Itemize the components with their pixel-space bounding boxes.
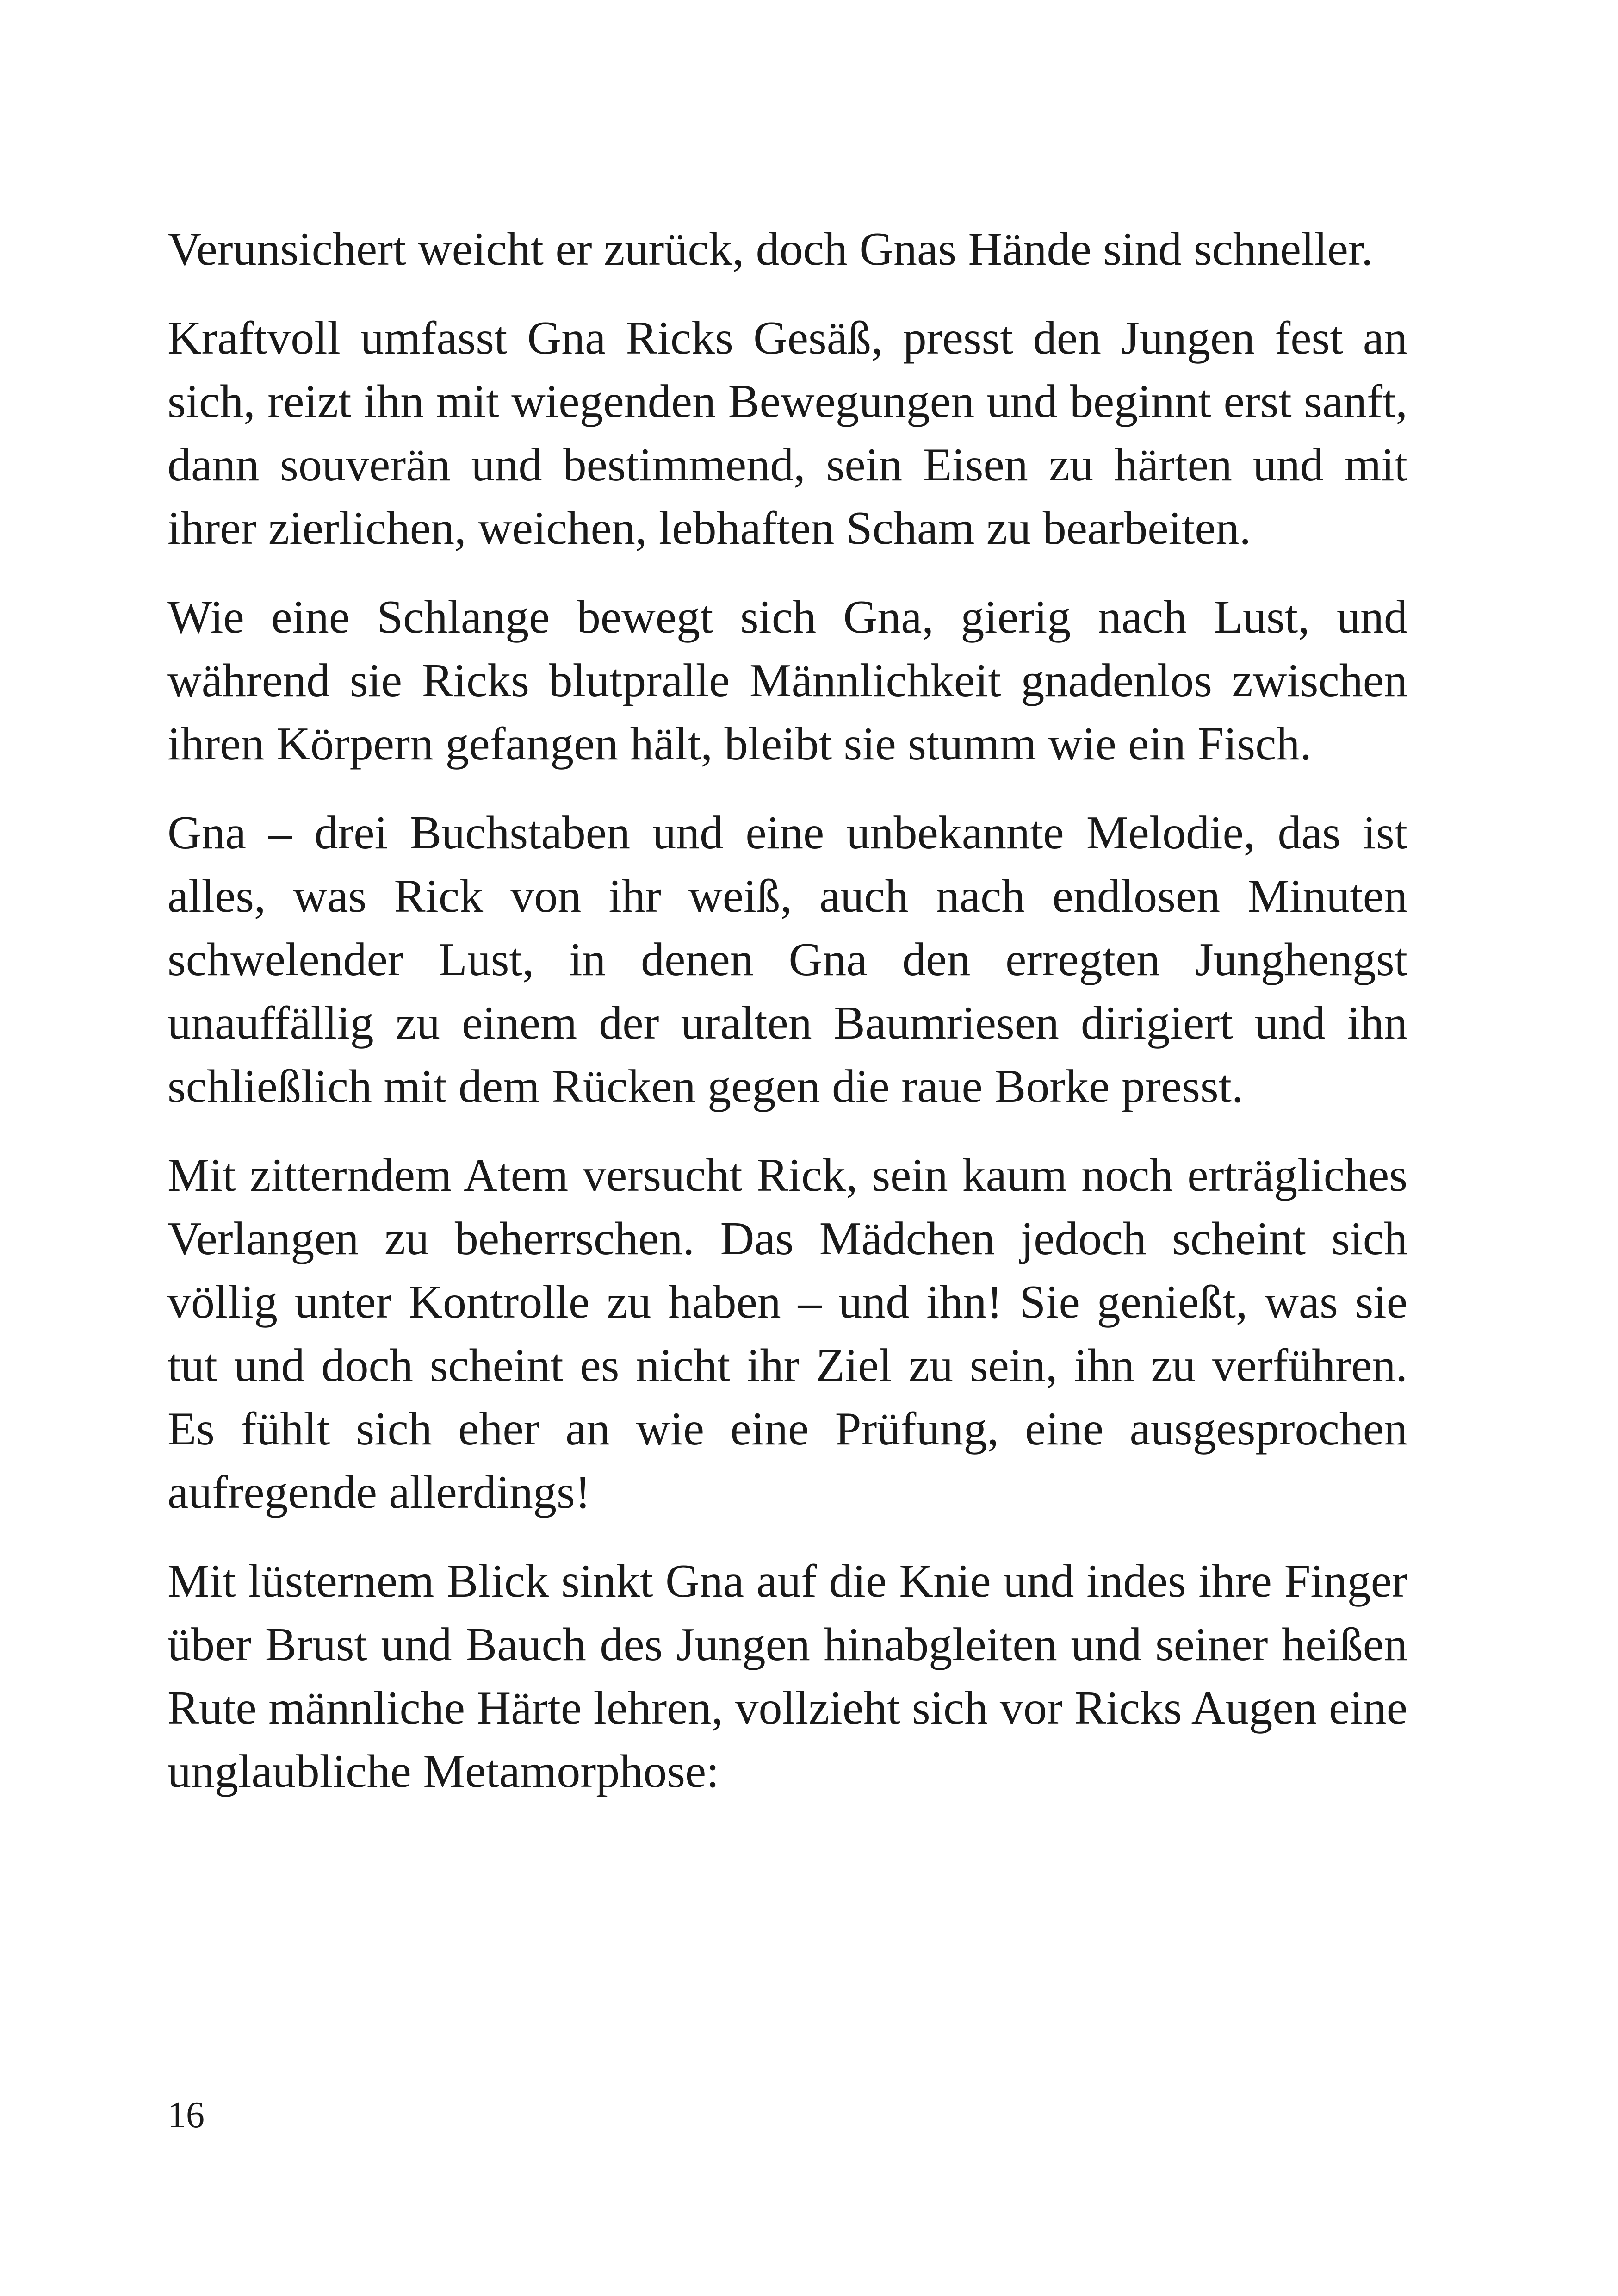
paragraph-4: Gna – drei Buchstaben und eine unbekannte Melodie, das ist alles, was Rick von ihr weiß, auch nach endlosen Minuten schwelender Lust, in denen Gna den erregten Junghengst unauffällig zu einem der uralten Baumriesen dirigiert und ihn schließlich mit dem Rücken gegen die raue Borke presst.	[167, 807, 1407, 1113]
paragraph-6: Mit lüsternem Blick sinkt Gna auf die Knie und indes ihre Finger über Brust und Bauch des Jungen hinabgleiten und seiner heißen Rute männliche Härte lehren, vollzieht sich vor Ricks Augen eine unglaubliche Metamorphose:	[167, 1555, 1407, 1798]
paragraph-5: Mit zitterndem Atem versucht Rick, sein kaum noch erträgliches Verlangen zu beherrschen. Das Mädchen jedoch scheint sich völlig unter Kontrolle zu haben – und ihn! Sie genießt, was sie tut und doch scheint es nicht ihr Ziel zu sein, ihn zu verführen. Es fühlt sich eher an wie eine Prüfung, eine ausgesprochen aufregende allerdings!	[167, 1149, 1407, 1518]
page-body	[167, 218, 1407, 1829]
paragraph-1: Verunsichert weicht er zurück, doch Gnas Hände sind schneller.	[167, 223, 1373, 275]
paragraph-3: Wie eine Schlange bewegt sich Gna, gierig nach Lust, und während sie Ricks blutpralle Männlichkeit gnadenlos zwischen ihren Körpern gefangen hält, bleibt sie stumm wie ein Fisch.	[167, 591, 1407, 770]
paragraph-2: Kraftvoll umfasst Gna Ricks Gesäß, presst den Jungen fest an sich, reizt ihn mit wiegenden Bewegungen und beginnt erst sanft, dann souverän und bestimmend, sein Eisen zu härten und mit ihrer zierlichen, weichen, lebhaften Scham zu bearbeiten.	[167, 312, 1407, 554]
page-number: 16	[167, 2095, 205, 2135]
